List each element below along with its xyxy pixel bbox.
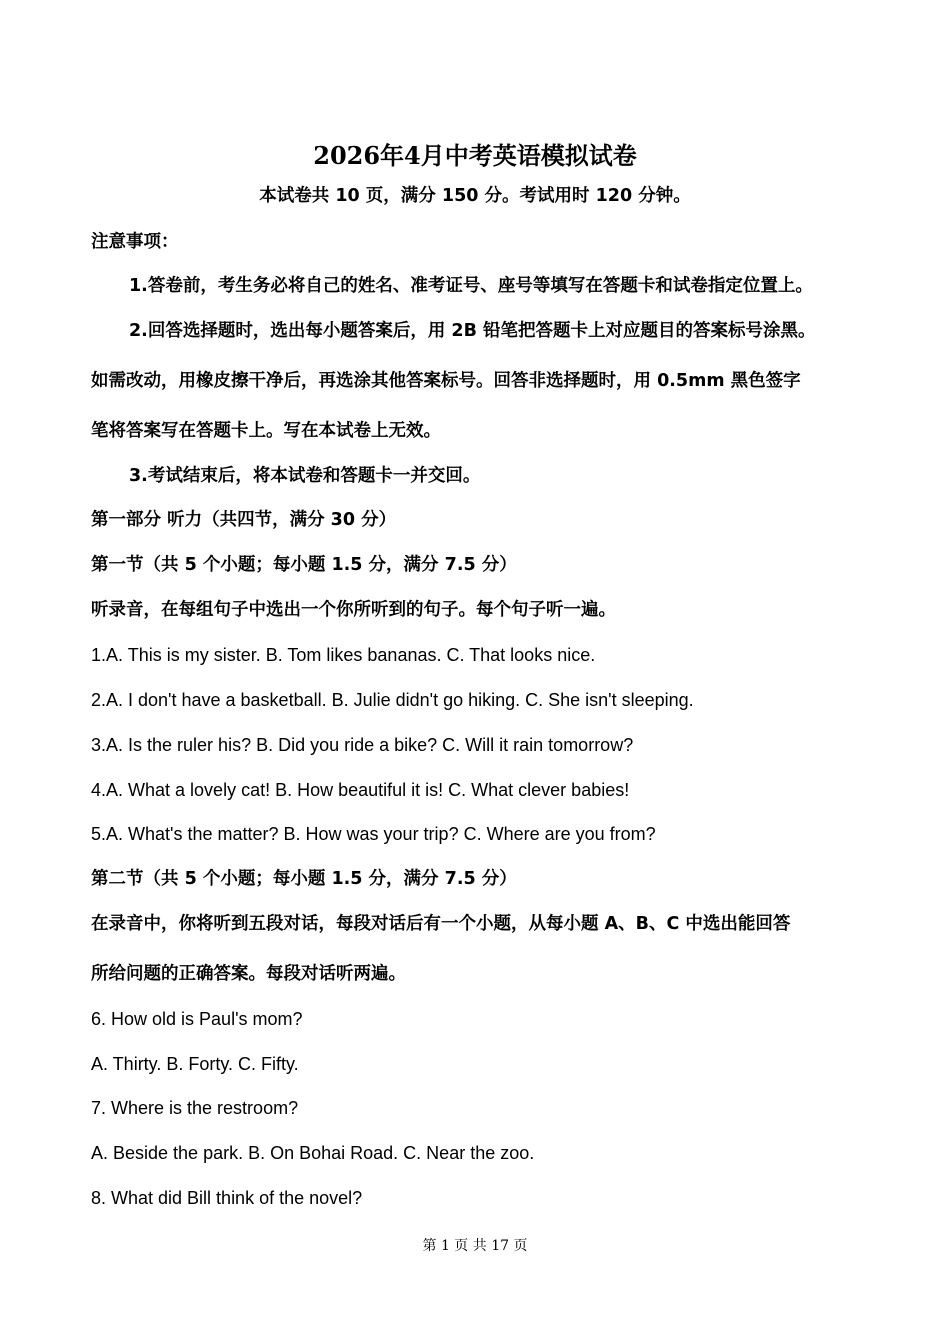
page-title: 2026年4月中考英语模拟试卷	[313, 141, 637, 170]
notice-item-3: 3.考试结束后，将本试卷和答题卡一并交回。	[129, 466, 481, 486]
question-3: 3.A. Is the ruler his? B. Did you ride a bike? C. Will it rain tomorrow?	[91, 735, 634, 755]
question-7-options: A. Beside the park. B. On Bohai Road. C. Near the zoo.	[91, 1143, 535, 1163]
question-5: 5.A. What's the matter? B. How was your trip? C. Where are you from?	[91, 824, 656, 844]
question-6: 6. How old is Paul's mom?	[91, 1009, 303, 1029]
notice-item-2-line-3: 笔将答案写在答题卡上。写在本试卷上无效。	[91, 421, 441, 441]
section2-instruction-line-1: 在录音中，你将听到五段对话，每段对话后有一个小题，从每小题 A、B、C 中选出能回答	[91, 914, 791, 934]
question-1: 1.A. This is my sister. B. Tom likes bananas. C. That looks nice.	[91, 645, 596, 665]
question-4: 4.A. What a lovely cat! B. How beautiful it is! C. What clever babies!	[91, 780, 630, 800]
question-2: 2.A. I don't have a basketball. B. Julie didn't go hiking. C. She isn't sleeping.	[91, 690, 694, 710]
notice-heading: 注意事项：	[91, 232, 179, 252]
notice-item-1: 1.答卷前，考生务必将自己的姓名、准考证号、座号等填写在答题卡和试卷指定位置上。	[129, 276, 813, 296]
page-number: 第 1 页 共 17 页	[422, 1238, 528, 1254]
question-6-options: A. Thirty. B. Forty. C. Fifty.	[91, 1054, 299, 1074]
notice-item-2-line-1: 2.回答选择题时，选出每小题答案后，用 2B 铅笔把答题卡上对应题目的答案标号涂黑。	[129, 321, 816, 341]
notice-item-2-line-2: 如需改动，用橡皮擦干净后，再选涂其他答案标号。回答非选择题时，用 0.5mm 黑色签字	[91, 371, 801, 391]
section1-instruction: 听录音，在每组句子中选出一个你所听到的句子。每个句子听一遍。	[91, 600, 616, 620]
part1-heading: 第一部分 听力（共四节，满分 30 分）	[91, 510, 397, 530]
exam-info: 本试卷共 10 页，满分 150 分。考试用时 120 分钟。	[259, 186, 691, 206]
section1-heading: 第一节（共 5 个小题；每小题 1.5 分，满分 7.5 分）	[91, 555, 517, 575]
section2-instruction-line-2: 所给问题的正确答案。每段对话听两遍。	[91, 964, 406, 984]
question-8: 8. What did Bill think of the novel?	[91, 1188, 363, 1208]
section2-heading: 第二节（共 5 个小题；每小题 1.5 分，满分 7.5 分）	[91, 869, 517, 889]
question-7: 7. Where is the restroom?	[91, 1098, 299, 1118]
